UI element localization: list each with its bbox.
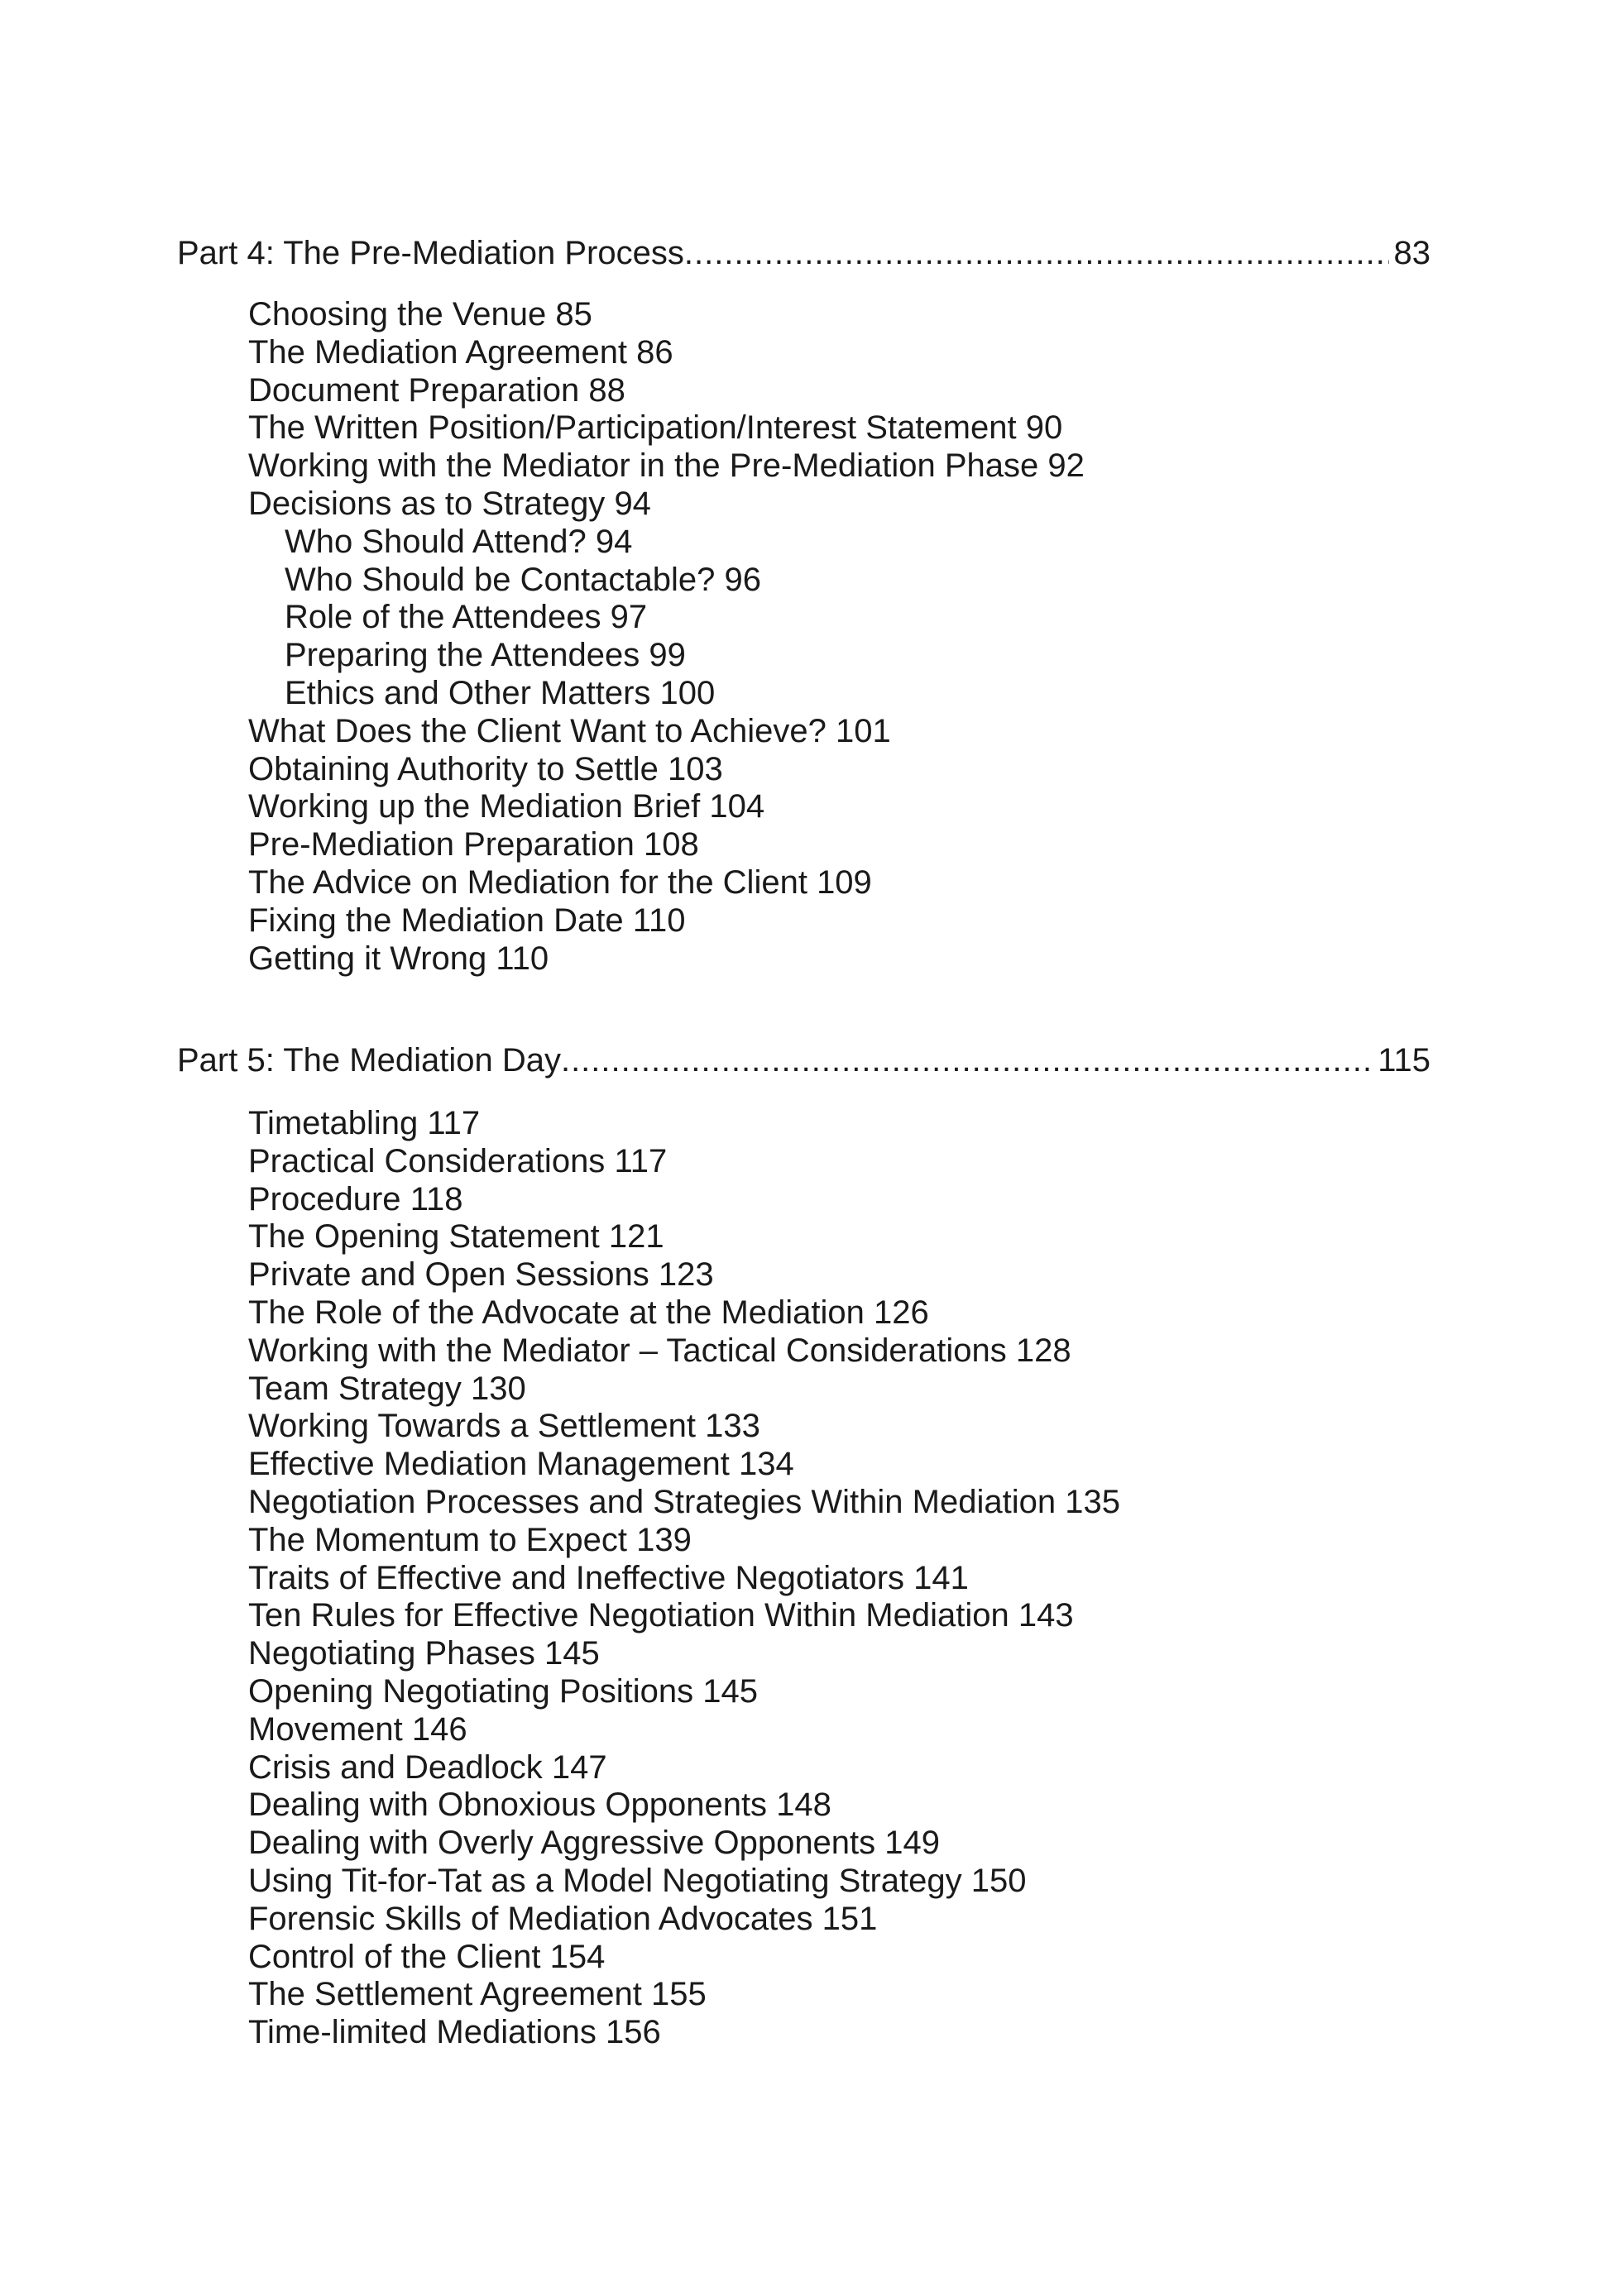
toc-entry-page-number: 126 [874,1294,929,1331]
toc-entry[interactable] [248,1408,1120,1446]
toc-entry-title: Dealing with Obnoxious Opponents [248,1787,768,1824]
toc-entry[interactable] [248,334,1085,372]
toc-entry-page-number: 156 [605,2014,661,2051]
toc-entry[interactable] [248,447,1085,486]
toc-entry[interactable] [248,1597,1120,1635]
toc-entry-title: Role of the Attendees [285,599,601,636]
toc-entry[interactable] [248,372,1085,410]
toc-entry-title: Document Preparation [248,371,580,409]
toc-entry[interactable] [248,826,1085,864]
toc-entry-page-number: 147 [551,1748,607,1786]
toc-entry[interactable] [248,1976,1120,2014]
toc-entry[interactable] [248,1370,1120,1409]
toc-entry-title: Practical Considerations [248,1142,606,1179]
toc-entry[interactable] [248,1901,1120,1939]
toc-entry-page-number: 145 [544,1635,600,1672]
toc-entry[interactable] [248,1105,1120,1143]
toc-entry-title: Movement [248,1710,403,1748]
toc-entry[interactable] [248,1787,1120,1825]
toc-entry-page-number: 145 [702,1672,758,1710]
toc-entry-list [248,1105,1120,2052]
toc-entry[interactable] [248,1294,1120,1332]
toc-entry-title: Preparing the Attendees [285,637,640,674]
toc-entry-page-number: 135 [1065,1483,1120,1520]
toc-entry[interactable] [248,599,1085,637]
part-page-number: 115 [1378,1042,1430,1079]
toc-entry[interactable] [248,562,1085,600]
toc-entry[interactable] [248,2014,1120,2052]
toc-entry-page-number: 148 [776,1787,831,1824]
toc-entry[interactable] [248,1711,1120,1749]
toc-entry-title: The Written Position/Participation/Interest Statement [248,409,1017,447]
toc-entry[interactable] [248,1218,1120,1256]
toc-entry-title: Negotiation Processes and Strategies Within Mediation [248,1483,1057,1520]
toc-entry[interactable] [248,1332,1120,1370]
toc-entry[interactable] [248,788,1085,826]
toc-entry-page-number: 149 [884,1825,941,1862]
toc-entry[interactable] [248,1560,1120,1598]
part-title: Part 5: The Mediation Day [177,1042,561,1079]
toc-entry-title: Opening Negotiating Positions [248,1672,694,1710]
toc-entry-title: Effective Mediation Management [248,1446,730,1483]
toc-entry[interactable] [248,675,1085,713]
toc-entry-title: The Mediation Agreement [248,333,628,371]
toc-entry-title: Procedure [248,1180,401,1217]
toc-entry-title: Working Towards a Settlement [248,1408,696,1445]
toc-entry-title: Who Should Attend? [285,523,587,560]
toc-entry-title: Traits of Effective and Ineffective Negotiators [248,1559,905,1596]
toc-entry-title: Choosing the Venue [248,296,547,332]
toc-entry-page-number: 123 [658,1256,714,1294]
toc-entry-title: Using Tit-for-Tat as a Model Negotiating Strategy [248,1862,962,1899]
toc-entry[interactable] [248,486,1085,524]
toc-entry-title: Timetabling [248,1105,419,1141]
toc-entry-title: Dealing with Overly Aggressive Opponents [248,1825,876,1862]
toc-entry-page-number: 85 [555,296,592,332]
toc-entry-title: What Does the Client Want to Achieve? [248,712,827,749]
toc-entry-page-number: 133 [705,1408,760,1445]
toc-entry[interactable] [248,409,1085,447]
toc-entry-title: The Settlement Agreement [248,1976,642,2013]
toc-entry-title: Working with the Mediator in the Pre-Mediation Phase [248,447,1039,485]
toc-entry-title: Fixing the Mediation Date [248,902,624,939]
toc-entry-page-number: 94 [614,485,651,522]
toc-entry[interactable] [248,1522,1120,1560]
toc-entry-title: Private and Open Sessions [248,1256,649,1294]
toc-entry-title: Negotiating Phases [248,1635,535,1672]
toc-entry-page-number: 96 [724,561,761,598]
toc-entry-page-number: 109 [817,863,872,901]
toc-entry-title: The Role of the Advocate at the Mediation [248,1294,865,1331]
toc-entry[interactable] [248,1863,1120,1901]
toc-entry-title: Crisis and Deadlock [248,1748,543,1786]
toc-entry-title: Team Strategy [248,1370,462,1407]
toc-entry[interactable] [248,1939,1120,1977]
toc-entry[interactable] [248,1484,1120,1522]
toc-entry-page-number: 151 [822,1900,878,1937]
toc-entry[interactable] [248,1673,1120,1711]
toc-entry-title: Working up the Mediation Brief [248,788,701,825]
toc-entry-title: Working with the Mediator – Tactical Considerations [248,1332,1007,1369]
part-title: Part 4: The Pre-Mediation Process [177,235,684,271]
toc-entry-title: The Momentum to Expect [248,1521,627,1558]
toc-entry-title: Ethics and Other Matters [285,674,651,711]
toc-entry-page-number: 86 [636,333,673,371]
toc-entry-page-number: 146 [411,1710,467,1748]
toc-entry-page-number: 141 [913,1559,969,1596]
toc-entry[interactable] [248,940,1085,978]
toc-entry[interactable] [248,1256,1120,1294]
toc-entry-title: Forensic Skills of Mediation Advocates [248,1900,813,1937]
toc-entry-page-number: 128 [1015,1332,1071,1369]
toc-entry-page-number: 121 [608,1218,664,1256]
dot-leader [684,234,1389,272]
toc-entry-title: The Opening Statement [248,1218,600,1256]
toc-entry-page-number: 117 [427,1105,481,1141]
toc-entry-page-number: 154 [549,1938,606,1975]
toc-entry-page-number: 92 [1047,447,1085,485]
toc-entry-page-number: 110 [632,902,686,939]
toc-entry-page-number: 134 [738,1446,794,1483]
toc-entry-page-number: 99 [649,637,686,674]
toc-entry-page-number: 150 [970,1862,1027,1899]
toc-entry-page-number: 101 [836,712,891,749]
toc-entry-page-number: 139 [636,1521,692,1558]
toc-entry-title: Obtaining Authority to Settle [248,750,659,787]
toc-entry-page-number: 130 [471,1370,526,1407]
toc-entry-page-number: 108 [644,826,699,863]
toc-entry-page-number: 117 [614,1142,668,1179]
dot-leader [561,1041,1373,1079]
toc-entry-title: Pre-Mediation Preparation [248,826,635,863]
toc-entry-title: Control of the Client [248,1938,541,1975]
toc-entry-title: Decisions as to Strategy [248,485,606,522]
toc-entry[interactable] [248,1749,1120,1787]
toc-entry-title: Who Should be Contactable? [285,561,716,598]
toc-entry[interactable] [248,296,1085,334]
toc-entry-page-number: 104 [709,788,765,825]
toc-entry-page-number: 88 [588,371,625,409]
toc-entry-page-number: 110 [496,940,549,977]
toc-entry-page-number: 103 [667,750,723,787]
toc-entry-page-number: 118 [410,1180,463,1217]
toc-entry-page-number: 97 [610,599,648,636]
part-heading[interactable] [177,234,1430,272]
part-heading[interactable] [177,1041,1430,1079]
toc-entry-page-number: 94 [595,523,633,560]
toc-entry[interactable] [248,713,1085,751]
toc-entry[interactable] [248,524,1085,562]
toc-entry-title: Getting it Wrong [248,940,487,977]
toc-entry-title: Ten Rules for Effective Negotiation Within Mediation [248,1597,1009,1634]
toc-entry-page-number: 100 [659,674,716,711]
toc-entry[interactable] [248,864,1085,902]
toc-entry-title: The Advice on Mediation for the Client [248,863,807,901]
toc-entry[interactable] [248,1181,1120,1219]
toc-entry[interactable] [248,1143,1120,1181]
toc-entry[interactable] [248,1635,1120,1673]
toc-entry[interactable] [248,1446,1120,1484]
toc-entry[interactable] [248,1825,1120,1863]
toc-entry-list [248,296,1085,978]
toc-entry[interactable] [248,751,1085,789]
toc-entry-title: Time-limited Mediations [248,2014,597,2051]
toc-entry[interactable] [248,637,1085,675]
toc-entry[interactable] [248,902,1085,940]
toc-entry-page-number: 143 [1018,1597,1074,1634]
part-page-number: 83 [1393,235,1430,271]
toc-entry-page-number: 155 [650,1976,707,2013]
toc-entry-page-number: 90 [1025,409,1063,447]
